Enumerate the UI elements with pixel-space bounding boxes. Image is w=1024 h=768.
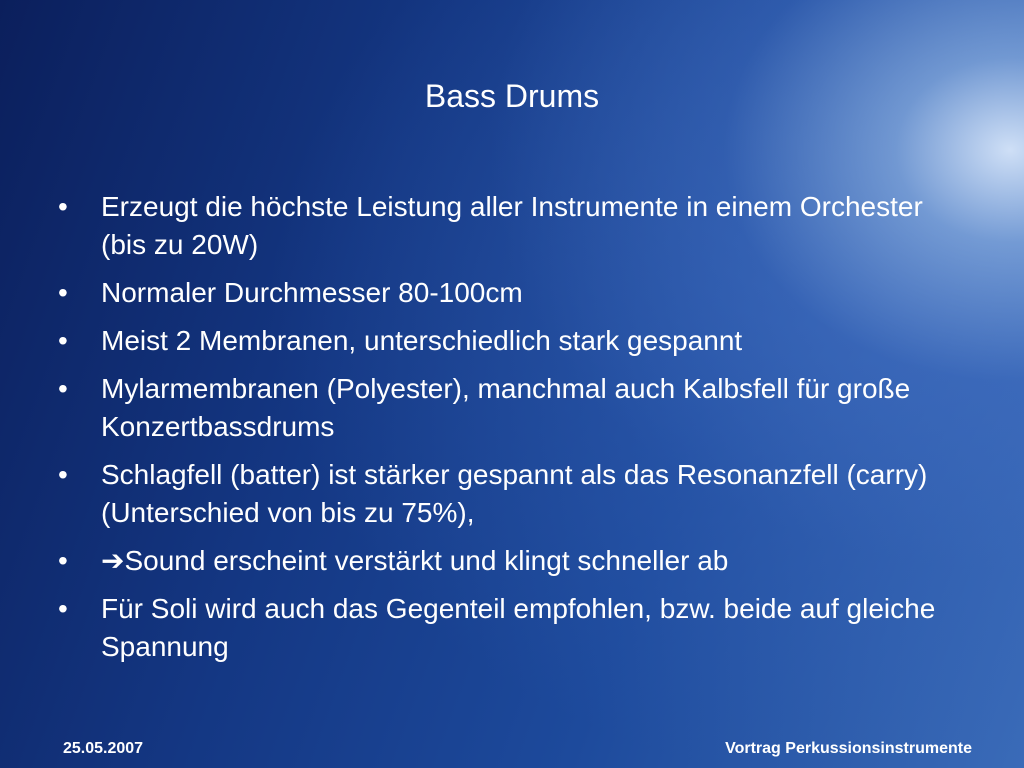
bullet-icon: • [58, 593, 68, 624]
bullet-icon: • [58, 325, 68, 356]
bullet-text: Für Soli wird auch das Gegenteil empfohlen, bzw. beide auf gleiche Spannung [101, 593, 936, 662]
bullet-text: Sound erscheint verstärkt und klingt schneller ab [124, 545, 729, 576]
bullet-icon: • [58, 373, 68, 404]
bullet-icon: • [58, 459, 68, 490]
list-item [58, 456, 958, 532]
bullet-text: Mylarmembranen (Polyester), manchmal auch Kalbsfell für große Konzertbassdrums [101, 373, 911, 442]
bullet-icon: • [58, 545, 68, 576]
list-item [58, 590, 958, 666]
bullet-text: Meist 2 Membranen, unterschiedlich stark gespannt [101, 325, 743, 356]
footer-date: 25.05.2007 [63, 740, 144, 757]
bullet-text: Erzeugt die höchste Leistung aller Instrumente in einem Orchester (bis zu 20W) [101, 191, 923, 260]
bullet-list [58, 188, 958, 676]
footer-talk-title: Vortrag Perkussionsinstrumente [725, 740, 972, 757]
list-item [58, 322, 958, 360]
bullet-text: Normaler Durchmesser 80-100cm [101, 277, 523, 308]
bullet-text: Schlagfell (batter) ist stärker gespannt als das Resonanzfell (carry) (Unterschied von bis zu 75%), [101, 459, 928, 528]
list-item [58, 188, 958, 264]
list-item [58, 370, 958, 446]
arrow-right-icon: ➔ [101, 545, 125, 576]
list-item [58, 542, 958, 580]
bullet-icon: • [58, 191, 68, 222]
slide-title: Bass Drums [424, 78, 600, 114]
list-item [58, 274, 958, 312]
bullet-icon: • [58, 277, 68, 308]
